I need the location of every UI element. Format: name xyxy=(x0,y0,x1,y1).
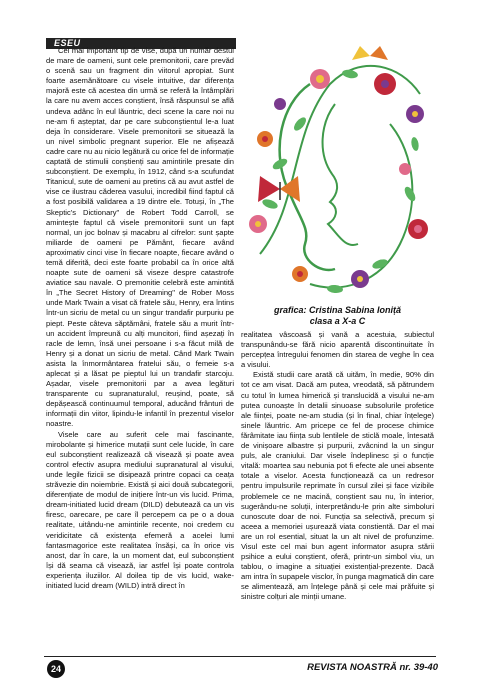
page-number: 24 xyxy=(47,660,65,678)
article-paragraph: Cel mai important tip de vise, după un număr destul de mare de oameni, sunt cele premonitorii, care prevăd o scenă sau un fragment din viitorul apropiat. Sunt foarte asemănătoare cu visele intuitive, dar diferența majoră este că acestea din urmă se referă la întâmplări la care nu avem acces conștient, însă răspunsul se află undeva adânc în eul lăuntric, deci scene la care noi nu ne-am fi așteptat, dar pe care subconștientul le-a luat deja în considerare. Visele premonitorii se situează la un nivel simbolic pregnant superior. Ele ne afișează cadre care nu au nicio legătură cu orice fel de informație captată de stimulii conștienți sau amintirile presate din subconștient. De exemplu, în 1912, când s-a scufundat Titanicul, sute de oameni au pretins că au avut astfel de vise ce ilustrau căderea vasului, incredibil fiind faptul că a fost posibilă validarea a 19 dintre ele. Totuși, în „The Skeptic's Dictionary" de Robert Todd Carroll, se amintește faptul că visele premonitorii sunt un fapt normal, un joc bolnav și macabru al cifrelor: sunt șapte miliarde de oameni pe Pământ, fiecare având aproximativ cinci vise în fiecare noapte, fiecare având o temă diferită, deci este foarte probabil ca în orice altă noapte sute de oameni să viseze despre catastrofe aviatice sau navale. O premonitie celebră este amintită în „The Secret History of Dreaming" de Rober Moss unde Mark Twain a visat că fratele său, Henry, era întins într-un sicriu de metal cu un singur trandafir purpuriu pe piept. Peste câteva săptămâni, fratele său a murit într-un accident împreună cu alți muncitori, fiind așezați în racle de lemn, însă unei persoane i s-a făcut milă de Henry și a donat un sicriu de metal. Când Mark Twain asista la înmormântarea fratelui său, o femeie s-a aplecat și a lăsat pe pieptul lui un trandafir starcoju. Așadar, visele premonitorii par a avea legături transparente cu supranaturalul, reușind, poate, să depășească continuumul temporal, aducând frânturi de informații din viitor, lipindu-le infantil în prezentul viselor noastre. xyxy=(46,46,234,429)
article-paragraph: realitatea vâscoasă și vană a acestuia, subiectul transpunându-se fără nicio aparentă discontinuitate în percepțea întregului fenomen din starea de veghe în cea a visului. xyxy=(241,330,434,370)
article-paragraph: Există studii care arată că uităm, în medie, 90% din tot ce am visat. Dacă am putea, vreodată, să pătrundem cu totul în lumea himerică și translucidă a visului ne-am putea cunoaște în detalii sinuoase subsolurile profetice ale ființei, poate ne-am studia (și în final, chiar înțelege) sinele lăuntric. Am pricepe ce fel de procese chimice fărâmitate iau ființa sub lentilele de sticlă moale, întesată de vinișoare albastre și purpurii, zvâcnind la un singur puls, ale craniului. Dar visele îndeplinesc și o funcție vitală: moartea sau nebunia pot fi efecte ale unei absente totale a viselor. Acesta funcționează ca un redresor pentru impulsurile reprimate în cursul zilei și face vizibile problemele ce ne macină, conștient sau nu, în interior, sugerându-ne soluții, interpretându-le prin alte simboluri cunoscute doar de noi. Funcția sa selectivă, precum și aceea a memoriei ușurează viata constientă. Dar el mai are un rol esential, situat la un alt nivel de profunzime. Visul este cel mai bun agent informator asupra stării psihice a eului conștient, oferă, printr-un simbol viu, un tablou, o imagine a situației existențial-prezente. Dacă am intra în supapele visclor, în punga magmatică din care se alimentează, am înțelege până și cele mai prăfuite și sinistre colțuri ale minții umane. xyxy=(241,370,434,602)
article-left-column xyxy=(46,46,234,646)
butterfly-icon xyxy=(352,46,388,60)
footer-rule xyxy=(44,656,436,657)
caption-class: clasa a X-a C xyxy=(309,316,366,326)
caption-author: grafica: Cristina Sabina Ioniță xyxy=(273,305,402,315)
section-label: ESEU xyxy=(54,38,81,48)
flower-face-drawing xyxy=(240,44,436,306)
artwork-illustration xyxy=(240,44,436,306)
artwork-caption xyxy=(241,305,434,327)
magazine-title: REVISTA NOASTRĂ nr. 39-40 xyxy=(298,661,438,675)
article-right-column xyxy=(241,330,434,630)
article-paragraph: Visele care au suferit cele mai fascinante, mirobolante și himerice mutații sunt cele lucide, în care eul subconștient realizează că visează și poate avea control efectiv asupra mediului supranatural al visului, unde legile fizicii se disipează printre copaci ca ceața străvezie din noiembrie. Există și aici două subcategorii, diferențiate de modul de inițiere într-un vis lucid. Prima, dream-initiated lucid dream (DILD) debutează ca un vis firesc, oarecare, pe care îl percepem ca pe o a doua realitate, uitându-ne amintirile recente, noi credem cu veridicitate că existența efemeră a acelei lumi fantasmagorice este realitatea însăși, ca în orice vis anost, dar în care, la un moment dat, eul subconștient își dă seama că visează, iar astfel își poate controla experiența iluziilor. Al doilea tip de vis lucid, wake-initiated lucid dream (WILD) intră direct în xyxy=(46,429,234,590)
